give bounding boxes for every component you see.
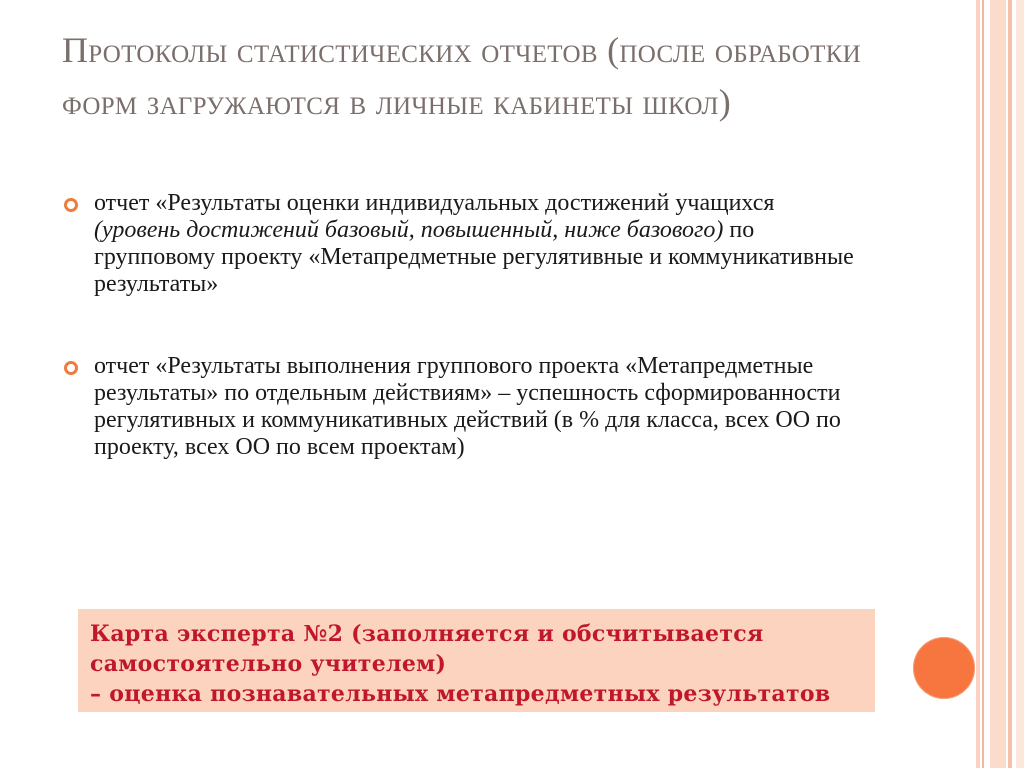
expert-card-line: самостоятельно учителем): [90, 651, 447, 677]
bullet-text: отчет «Результаты оценки индивидуальных достижений учащихся: [94, 190, 775, 216]
decorative-stripe: [1016, 0, 1024, 768]
bullet-circle-icon: [64, 361, 78, 375]
expert-card-line: Карта эксперта №2 (заполняется и обсчитывается: [90, 621, 764, 647]
bullet-list: [62, 190, 862, 461]
expert-card-line: – оценка познавательных метапредметных результатов: [90, 681, 831, 707]
decorative-stripe: [990, 0, 1006, 768]
decorative-stripe: [982, 0, 984, 768]
bullet-item: [62, 353, 862, 461]
expert-card-box: [78, 609, 875, 712]
bullet-circle-icon: [64, 198, 78, 212]
slide-title: Протоколы статистических отчетов (после обработки форм загружаются в личные кабинеты школ): [62, 30, 862, 122]
bullet-text: отчет «Результаты выполнения группового проекта «Метапредметные результаты» по отдельным действиям» – успешность сформированности регулятивных и коммуникативных действий (в % для класса, всех ОО по проекту, всех ОО по всем проектам): [94, 353, 841, 460]
bullet-text: по групповому проекту «Метапредметные регулятивные и коммуникативные результаты»: [94, 217, 854, 297]
decorative-stripe: [1008, 0, 1012, 768]
decorative-stripe: [976, 0, 980, 768]
bullet-italic-text: (уровень достижений базовый, повышенный, ниже базового): [94, 217, 724, 243]
decorative-circle-icon: [913, 637, 975, 699]
bullet-item: [62, 190, 862, 298]
